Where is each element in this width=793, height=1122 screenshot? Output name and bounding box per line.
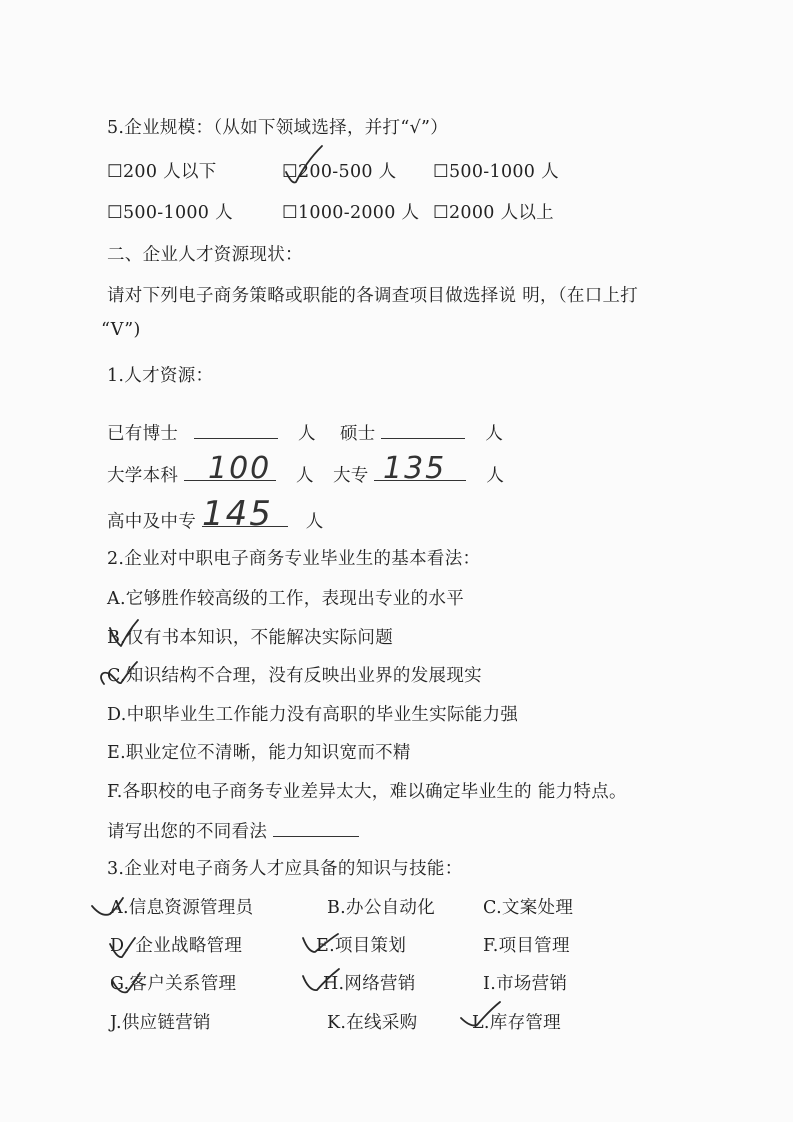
phd-row <box>107 420 316 446</box>
q3-option-g[interactable]: G.客户关系管理 <box>110 974 237 994</box>
highschool-unit: 人 <box>305 512 324 532</box>
option-200-below[interactable]: ☐200 人以下 <box>107 162 217 182</box>
q3-option-b[interactable]: B.办公自动化 <box>327 898 436 918</box>
q2-option-d[interactable]: D.中职毕业生工作能力没有高职的毕业生实际能力强 <box>107 705 519 725</box>
q3-option-l[interactable]: L.库存管理 <box>472 1013 561 1033</box>
college-handwritten-value: 135 <box>383 451 447 486</box>
bachelor-handwritten-value: 100 <box>208 451 272 486</box>
option-500-1000-b[interactable]: ☐500-1000 人 <box>107 203 233 223</box>
option-500-1000[interactable]: ☐500-1000 人 <box>433 162 559 182</box>
highschool-label: 高中及中专 <box>107 512 196 532</box>
q3-option-h[interactable]: H.网络营销 <box>323 974 416 994</box>
master-row <box>340 420 503 446</box>
q3-option-k[interactable]: K.在线采购 <box>327 1013 418 1033</box>
q3-option-d[interactable]: D. 企业战略管理 <box>110 936 243 956</box>
bachelor-label: 大学本科 <box>107 466 179 486</box>
q2-option-f[interactable]: F.各职校的电子商务专业差异太大，难以确定毕业生的 能力特点。 <box>107 782 627 802</box>
master-unit: 人 <box>485 424 504 444</box>
q3-option-c[interactable]: C.文案处理 <box>483 898 574 918</box>
section2-instruction-1: 请对下列电子商务策略或职能的各调查项目做选择说 明，（在口上打 <box>107 286 639 306</box>
q2-other-input[interactable] <box>273 818 359 837</box>
q2-option-a[interactable]: A.它够胜作较高级的工作，表现出专业的水平 <box>107 589 464 609</box>
q2-option-b[interactable]: B.仅有书本知识，不能解决实际问题 <box>107 628 394 648</box>
option-1000-2000[interactable]: ☐1000-2000 人 <box>282 203 420 223</box>
q3-option-e[interactable]: E.项目策划 <box>316 936 407 956</box>
phd-unit: 人 <box>297 424 316 444</box>
bachelor-unit: 人 <box>295 466 314 486</box>
q2-other-row <box>107 818 359 844</box>
q2-option-c[interactable]: C.知识结构不合理，没有反映出业界的发展现实 <box>107 666 482 686</box>
q2-title: 2.企业对中职电子商务专业毕业生的基本看法： <box>107 549 481 569</box>
phd-input[interactable] <box>194 420 278 439</box>
q3-option-i[interactable]: I.市场营销 <box>483 974 568 994</box>
q2-option-e[interactable]: E.职业定位不清晰，能力知识宽而不精 <box>107 743 411 763</box>
q1-title: 1.人才资源： <box>107 366 214 386</box>
section2-instruction-2: “V”) <box>101 320 141 340</box>
q3-option-j[interactable]: J.供应链营销 <box>110 1013 211 1033</box>
master-input[interactable] <box>381 420 465 439</box>
phd-label: 已有博士 <box>107 424 179 444</box>
highschool-handwritten-value: 145 <box>202 494 273 534</box>
q3-title: 3.企业对电子商务人才应具备的知识与技能： <box>107 859 463 879</box>
q3-option-f[interactable]: F.项目管理 <box>483 936 570 956</box>
section5-title: 5.企业规模：（从如下领域选择，并打“√”） <box>107 118 449 138</box>
q2-other-label: 请写出您的不同看法 <box>107 822 268 842</box>
option-2000-above[interactable]: ☐2000 人以上 <box>433 203 554 223</box>
q3-option-a[interactable]: A.信息资源管理员 <box>110 898 254 918</box>
option-200-500[interactable]: ☐200-500 人 <box>282 162 397 182</box>
college-label: 大专 <box>333 466 369 486</box>
master-label: 硕士 <box>340 424 376 444</box>
college-unit: 人 <box>486 466 505 486</box>
section2-heading: 二、企业人才资源现状： <box>107 245 303 265</box>
